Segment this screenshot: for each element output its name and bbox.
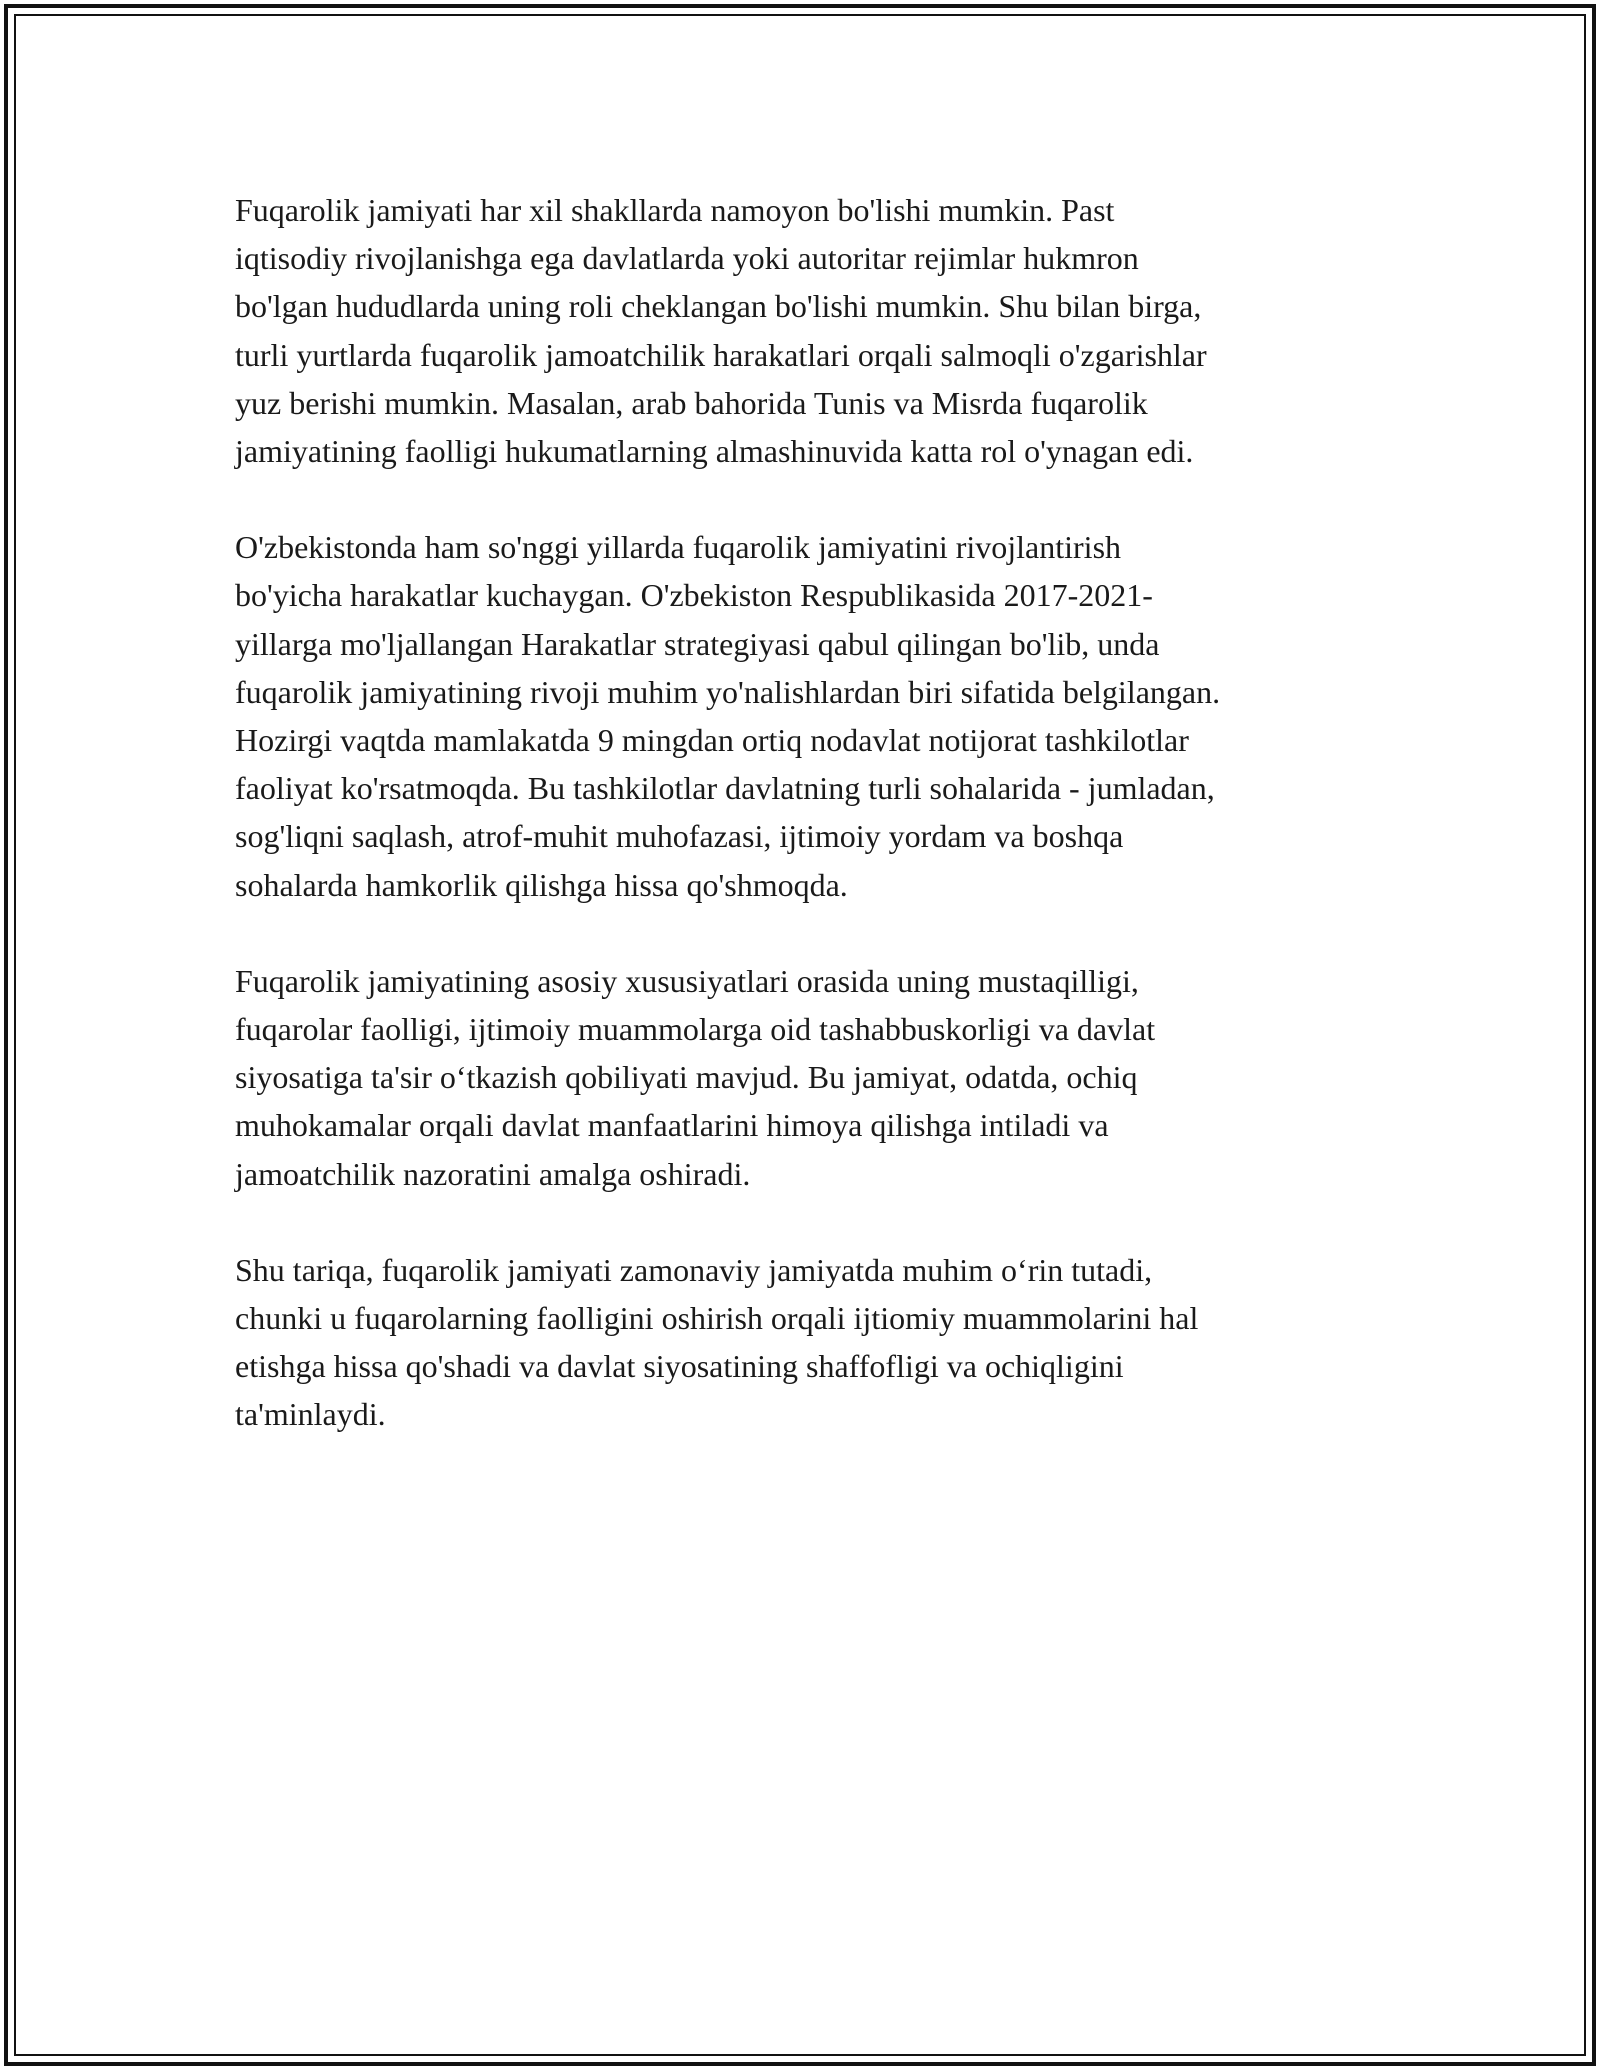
paragraph-4: Shu tariqa, fuqarolik jamiyati zamonaviy jamiyatda muhim o‘rin tutadi, chunki u fuqarolarning faolligini oshirish orqali ijtiomiy muammolarini hal etishga hissa qo'shadi va davlat siyosatining shaffofligi va ochiqligini ta'minlaydi. <box>235 1251 1199 1433</box>
paragraph-3: Fuqarolik jamiyatining asosiy xususiyatlari orasida uning mustaqilligi, fuqarolar faolligi, ijtimoiy muammolarga oid tashabbuskorligi va davlat siyosatiga ta'sir o‘tkazish qobiliyati mavjud. Bu jamiyat, odatda, ochiq muhokamalar orqali davlat manfaatlarini himoya qilishga intiladi va jamoatchilik nazoratini amalga oshiradi. <box>235 962 1156 1192</box>
paragraph-1: Fuqarolik jamiyati har xil shakllarda namoyon bo'lishi mumkin. Past iqtisodiy rivojlanishga ega davlatlarda yoki autoritar rejimlar hukmron bo'lgan hududlarda uning roli cheklangan bo'lishi mumkin. Shu bilan birga, turli yurtlarda fuqarolik jamoatchilik harakatlari orqali salmoqli o'zgarishlar yuz berishi mumkin. Masalan, arab bahorida Tunis va Misrda fuqarolik jamiyatining faolligi hukumatlarning almashinuvida katta rol o'ynagan edi. <box>235 192 1207 470</box>
document-body <box>235 186 1375 1487</box>
paragraph-2: O'zbekistonda ham so'nggi yillarda fuqarolik jamiyatini rivojlantirish bo'yicha harakatlar kuchaygan. O'zbekiston Respublikasida 2017-2021- yillarga mo'ljallangan Harakatlar strategiyasi qabul qilingan bo'lib, unda fuqarolik jamiyatining rivoji muhim yo'nalishlardan biri sifatida belgilangan. Hozirgi vaqtda mamlakatda 9 mingdan ortiq nodavlat notijorat tashkilotlar faoliyat ko'rsatmoqda. Bu tashkilotlar davlatning turli sohalarida - jumladan, sog'liqni saqlash, atrof-muhit muhofazasi, ijtimoiy yordam va boshqa sohalarda hamkorlik qilishga hissa qo'shmoqda. <box>235 529 1221 903</box>
